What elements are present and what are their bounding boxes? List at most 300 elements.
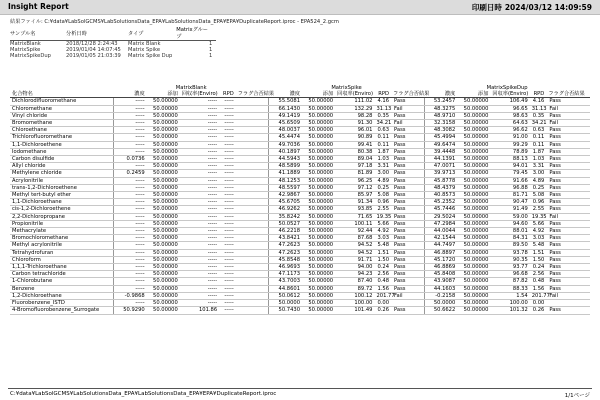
spike-flag: Fail	[391, 105, 424, 112]
spike-spike: 50.00000	[302, 220, 335, 227]
dup-rpd: 5.48	[530, 242, 547, 249]
spike-conc: 48.1253	[269, 177, 302, 184]
blank-conc: -----	[114, 278, 147, 285]
dup-spike: 50.00000	[457, 112, 490, 119]
dup-rpd: 1.56	[530, 285, 547, 292]
dup-conc: 44.1603	[424, 285, 457, 292]
spike-conc: 45.6705	[269, 199, 302, 206]
spike-rpd: 4.16	[374, 98, 391, 105]
spike-flag: Pass	[391, 213, 424, 220]
dup-flag: Pass	[546, 249, 590, 256]
dup-recovery: 59.00	[490, 213, 529, 220]
table-row	[10, 213, 590, 220]
spike-flag: Fail	[391, 120, 424, 127]
blank-flag	[236, 127, 269, 134]
dup-flag: Pass	[546, 112, 590, 119]
blank-spike: 50.00000	[147, 199, 180, 206]
result-file-path: 結果ファイル: C:¥data¥LabSolGCMS¥LabSolutionsData_EPA¥LabSolutionsData_EPA¥EPA¥DuplicateReport.iproc - EPA524_2.gcm	[10, 19, 339, 25]
sample-row	[10, 53, 216, 59]
blank-recovery: -----	[180, 199, 219, 206]
spike-rpd: 34.21	[376, 120, 392, 127]
spike-spike: 50.00000	[302, 134, 335, 141]
blank-spike: 50.00000	[147, 249, 180, 256]
blank-spike: 50.00000	[147, 156, 180, 163]
spike-rpd: 1.03	[374, 156, 391, 163]
blank-recovery: -----	[180, 120, 219, 127]
dup-flag: Pass	[546, 278, 590, 285]
spike-conc: 43.7003	[269, 278, 302, 285]
blank-recovery: -----	[180, 264, 219, 271]
dup-conc: 45.2352	[424, 199, 457, 206]
blank-conc: 0.2459	[114, 170, 147, 177]
spike-flag: Pass	[391, 271, 424, 278]
spike-flag: Fail	[391, 292, 424, 299]
spike-flag: Pass	[391, 199, 424, 206]
dup-flag: Pass	[546, 285, 590, 292]
dup-recovery: 90.47	[490, 199, 529, 206]
blank-flag	[236, 235, 269, 242]
spike-conc: 45.4474	[269, 134, 302, 141]
blank-rpd: -----	[219, 112, 236, 119]
dup-rpd: 0.11	[530, 134, 547, 141]
spike-conc: 49.1419	[269, 112, 302, 119]
blank-rpd: -----	[219, 278, 236, 285]
blank-spike: 50.00000	[147, 278, 180, 285]
dup-recovery: 106.49	[490, 98, 529, 105]
dup-spike: 50.00000	[457, 292, 490, 299]
dup-flag: Pass	[546, 220, 590, 227]
dup-recovery: 98.63	[490, 112, 529, 119]
compound-name: 1,1,1-Trichloroethane	[10, 264, 114, 271]
spike-conc: 44.8601	[269, 285, 302, 292]
spike-recovery: 91.30	[335, 120, 374, 127]
dup-rpd: 4.16	[530, 98, 547, 105]
table-row	[10, 98, 590, 105]
compound-name: Propionitrile	[10, 220, 114, 227]
spike-flag	[391, 300, 424, 307]
compound-name: Fluorobenzene_ISTD	[10, 300, 114, 307]
blank-flag	[236, 156, 269, 163]
blank-conc: -----	[114, 98, 147, 105]
spike-recovery: 85.97	[335, 192, 374, 199]
dup-flag: Pass	[546, 307, 590, 314]
spike-conc: 47.1173	[269, 271, 302, 278]
sample-group: 1	[208, 53, 213, 59]
table-row	[10, 235, 590, 242]
spike-rpd: 0.48	[374, 278, 391, 285]
compound-name: Methyl tert-butyl ether	[10, 192, 114, 199]
dup-flag: Pass	[546, 242, 590, 249]
dup-flag: Fail	[546, 213, 590, 220]
table-row	[10, 300, 590, 307]
spike-flag: Pass	[391, 192, 424, 199]
blank-rpd: -----	[219, 127, 236, 134]
report-title-bar	[0, 0, 600, 15]
blank-flag	[236, 199, 269, 206]
dup-conc: 45.1720	[424, 256, 457, 263]
spike-spike: 50.00000	[302, 120, 335, 127]
table-row	[10, 264, 590, 271]
spike-recovery: 97.12	[335, 184, 374, 191]
dup-rpd: 0.35	[530, 112, 547, 119]
dup-flag: Pass	[546, 184, 590, 191]
compound-name: Carbon tetrachloride	[10, 271, 114, 278]
blank-conc: -----	[114, 213, 147, 220]
dup-flag: Fail	[546, 120, 590, 127]
blank-spike: 50.00000	[147, 184, 180, 191]
dup-recovery: 84.31	[490, 235, 529, 242]
compound-name: Iodomethane	[10, 148, 114, 155]
spike-flag: Pass	[391, 242, 424, 249]
spike-conc: 47.2623	[269, 249, 302, 256]
sample-type: Matrix Spike Dup	[128, 53, 173, 59]
dup-flag-header: フラグ合否結果	[546, 91, 590, 98]
dup-spike: 50.00000	[457, 134, 490, 141]
spike-flag: Pass	[391, 163, 424, 170]
dup-recovery: 96.65	[490, 105, 529, 112]
dup-spike: 50.00000	[457, 184, 490, 191]
dup-flag: Pass	[546, 177, 590, 184]
spike-rpd: 1.56	[374, 285, 391, 292]
spike-conc: 50.0527	[269, 220, 302, 227]
blank-conc: -----	[114, 184, 147, 191]
spike-conc: 49.7036	[269, 141, 302, 148]
compound-header: 化合物名	[10, 91, 114, 98]
blank-recovery: 101.86	[180, 307, 219, 314]
blank-recovery: -----	[180, 98, 219, 105]
compound-name: Bromomethane	[10, 120, 114, 127]
spike-recovery: 96.25	[335, 177, 374, 184]
dup-spike: 50.00000	[457, 206, 490, 213]
dup-recovery: 89.50	[490, 242, 529, 249]
blank-rpd: -----	[219, 170, 236, 177]
compound-name: Chloromethane	[10, 105, 114, 112]
table-row	[10, 220, 590, 227]
dup-spike: 50.00000	[457, 235, 490, 242]
blank-conc: -----	[114, 242, 147, 249]
blank-rpd: -----	[219, 206, 236, 213]
dup-spike: 50.00000	[457, 228, 490, 235]
dup-rpd: 0.26	[530, 307, 547, 314]
blank-recovery: -----	[180, 206, 219, 213]
dup-conc: 50.6622	[424, 307, 457, 314]
compound-name: Chloroform	[10, 256, 114, 263]
dup-conc: 32.3158	[424, 120, 457, 127]
blank-flag	[236, 285, 269, 292]
blank-recovery: -----	[180, 278, 219, 285]
blank-conc-header: 濃度	[114, 91, 147, 98]
dup-rpd: 5.66	[530, 220, 547, 227]
sample-type: Matrix Spike	[128, 47, 161, 53]
blank-recovery: -----	[180, 105, 219, 112]
blank-conc: 0.0736	[114, 156, 147, 163]
dup-spike: 50.00000	[457, 285, 490, 292]
blank-spike: 50.00000	[147, 134, 180, 141]
sample-name: MatrixBlank	[10, 41, 41, 47]
dup-rpd: 3.03	[530, 235, 547, 242]
table-row	[10, 228, 590, 235]
dup-conc: 47.0071	[424, 163, 457, 170]
spike-flag: Pass	[391, 98, 424, 105]
dup-rpd: 1.50	[530, 256, 547, 263]
dup-conc: 44.0044	[424, 228, 457, 235]
spike-conc: 47.2623	[269, 242, 302, 249]
blank-flag	[236, 264, 269, 271]
dup-conc: 44.1391	[424, 156, 457, 163]
spike-recovery: 98.28	[335, 112, 374, 119]
spike-rpd: 4.92	[374, 228, 391, 235]
blank-flag	[236, 271, 269, 278]
blank-rpd: -----	[219, 134, 236, 141]
blank-flag	[236, 300, 269, 307]
blank-recovery: -----	[180, 242, 219, 249]
dup-spike-header: 添加	[457, 91, 490, 98]
table-row	[10, 278, 590, 285]
dup-spike: 50.00000	[457, 264, 490, 271]
spike-spike: 50.00000	[302, 170, 335, 177]
spike-rpd: 0.25	[374, 184, 391, 191]
dup-flag: Pass	[546, 199, 590, 206]
dup-conc: 45.8408	[424, 271, 457, 278]
table-row	[10, 120, 590, 127]
spike-recovery: 87.68	[335, 235, 374, 242]
dup-conc: 39.9713	[424, 170, 457, 177]
spike-spike: 50.00000	[302, 278, 335, 285]
dup-recovery: 87.82	[490, 278, 529, 285]
sample-name: MatrixSpike	[10, 47, 41, 53]
blank-recovery: -----	[180, 271, 219, 278]
blank-spike: 50.00000	[147, 177, 180, 184]
compound-name: 1,1-Dichloroethane	[10, 199, 114, 206]
blank-spike: 50.00000	[147, 271, 180, 278]
blank-spike: 50.00000	[147, 148, 180, 155]
spike-recovery: 96.01	[335, 127, 374, 134]
blank-recovery: -----	[180, 228, 219, 235]
blank-conc: -----	[114, 148, 147, 155]
spike-rpd: 0.11	[374, 141, 391, 148]
sample-header-datetime: 分析日時	[66, 26, 128, 41]
dup-rpd: 1.87	[530, 148, 547, 155]
dup-spike: 50.00000	[457, 192, 490, 199]
blank-recovery: -----	[180, 220, 219, 227]
sample-header-type: タイプ	[128, 26, 176, 41]
spike-spike: 50.00000	[302, 242, 335, 249]
group-header-matrixblank: MatrixBlank	[175, 85, 207, 91]
dup-rpd: 2.56	[530, 271, 547, 278]
spike-flag: Pass	[391, 206, 424, 213]
dup-flag: Pass	[546, 206, 590, 213]
table-row	[10, 105, 590, 112]
dup-conc: 29.5024	[424, 213, 457, 220]
blank-conc: -----	[114, 105, 147, 112]
spike-recovery: 132.29	[335, 105, 374, 112]
dup-conc: 48.3082	[424, 127, 457, 134]
spike-conc: 35.8242	[269, 213, 302, 220]
spike-spike: 50.00000	[302, 249, 335, 256]
spike-spike: 50.00000	[302, 192, 335, 199]
blank-rpd: -----	[219, 271, 236, 278]
blank-spike: 50.00000	[147, 220, 180, 227]
spike-flag: Pass	[391, 256, 424, 263]
dup-recovery: 64.63	[490, 120, 529, 127]
spike-flag: Pass	[391, 177, 424, 184]
blank-recovery: -----	[180, 249, 219, 256]
spike-flag: Pass	[391, 112, 424, 119]
dup-flag: Fail	[546, 105, 590, 112]
table-row	[10, 148, 590, 155]
blank-conc: -----	[114, 141, 147, 148]
spike-rpd-header: RPD	[374, 91, 391, 98]
spike-recovery: 94.52	[335, 249, 374, 256]
spike-recovery: 94.52	[335, 242, 374, 249]
blank-spike: 50.00000	[147, 141, 180, 148]
print-datetime-value: 2024/03/12 14:09:59	[504, 3, 592, 12]
dup-recovery: 91.49	[490, 206, 529, 213]
spike-rpd: 0.35	[374, 112, 391, 119]
table-row	[10, 256, 590, 263]
compound-name: Methylene chloride	[10, 170, 114, 177]
blank-flag	[236, 120, 269, 127]
dup-recovery: 93.78	[490, 249, 529, 256]
blank-conc: -----	[114, 163, 147, 170]
spike-flag: Pass	[391, 134, 424, 141]
spike-conc: 50.0612	[269, 292, 302, 299]
spike-flag: Pass	[391, 127, 424, 134]
spike-spike: 50.00000	[302, 177, 335, 184]
blank-spike: 50.00000	[147, 127, 180, 134]
blank-recovery: -----	[180, 127, 219, 134]
spike-recovery: 101.49	[335, 307, 374, 314]
blank-conc: -----	[114, 192, 147, 199]
spike-conc: 41.1889	[269, 170, 302, 177]
spike-spike: 50.00000	[302, 184, 335, 191]
dup-spike: 50.00000	[457, 127, 490, 134]
spike-flag: Pass	[391, 170, 424, 177]
dup-conc-header: 濃度	[424, 91, 457, 98]
blank-rpd: -----	[219, 184, 236, 191]
blank-rpd: -----	[219, 213, 236, 220]
blank-recovery-header: 回収率(Enviro)	[181, 91, 218, 98]
blank-conc: -----	[114, 285, 147, 292]
spike-spike: 50.00000	[302, 228, 335, 235]
blank-recovery: -----	[180, 141, 219, 148]
page-number: 1/1ページ	[564, 393, 590, 399]
dup-spike: 50.00000	[457, 242, 490, 249]
compound-name: Carbon disulfide	[10, 156, 114, 163]
blank-spike: 50.00000	[147, 192, 180, 199]
compound-name: Tetrahydrofuran	[10, 249, 114, 256]
group-header-matrixspikedup: MatrixSpikeDup	[486, 85, 528, 91]
spike-conc: 43.8421	[269, 235, 302, 242]
spike-flag: Pass	[391, 278, 424, 285]
dup-conc: 44.7497	[424, 242, 457, 249]
dup-conc: 39.4448	[424, 148, 457, 155]
blank-rpd: -----	[219, 292, 236, 299]
blank-flag	[236, 220, 269, 227]
spike-recovery: 111.02	[335, 98, 374, 105]
dup-flag: Pass	[546, 156, 590, 163]
dup-spike: 50.00000	[457, 220, 490, 227]
blank-flag	[236, 148, 269, 155]
blank-flag	[236, 249, 269, 256]
dup-conc: 40.8573	[424, 192, 457, 199]
blank-conc: 50.9290	[114, 307, 147, 314]
compound-name: Acrylonitrile	[10, 177, 114, 184]
spike-rpd: 5.08	[374, 192, 391, 199]
blank-flag	[236, 307, 269, 314]
dup-flag: Pass	[546, 141, 590, 148]
blank-spike: 50.00000	[147, 120, 180, 127]
blank-spike-header: 添加	[147, 91, 180, 98]
table-row	[10, 242, 590, 249]
blank-conc: -----	[114, 228, 147, 235]
dup-spike: 50.00000	[457, 278, 490, 285]
spike-spike: 50.00000	[302, 307, 335, 314]
blank-conc: -----	[114, 120, 147, 127]
blank-spike: 50.00000	[147, 307, 180, 314]
dup-rpd: 201.77	[531, 292, 550, 299]
dup-rpd: 4.89	[530, 177, 547, 184]
dup-rpd: 31.13	[531, 105, 547, 112]
dup-spike: 50.00000	[457, 141, 490, 148]
sample-datetime: 2019/01/04 14:07:45	[66, 47, 121, 53]
dup-conc: 45.7446	[424, 206, 457, 213]
dup-recovery: 88.33	[490, 285, 529, 292]
dup-flag: Pass	[546, 98, 590, 105]
spike-recovery-header: 回収率(Enviro)	[337, 91, 374, 98]
spike-flag: Pass	[391, 285, 424, 292]
blank-rpd: -----	[219, 300, 236, 307]
dup-rpd: 0.25	[530, 184, 547, 191]
blank-spike: 50.00000	[147, 228, 180, 235]
spike-spike: 50.00000	[302, 271, 335, 278]
blank-rpd: -----	[219, 192, 236, 199]
dup-spike: 50.00000	[457, 177, 490, 184]
spike-spike: 50.00000	[302, 148, 335, 155]
dup-rpd: 0.24	[530, 264, 547, 271]
spike-recovery: 89.04	[335, 156, 374, 163]
spike-spike: 50.00000	[302, 264, 335, 271]
blank-flag	[236, 206, 269, 213]
dup-rpd: 1.03	[530, 156, 547, 163]
blank-spike: 50.00000	[147, 163, 180, 170]
compound-name: 1,2-Dichloroethane	[10, 292, 114, 299]
dup-flag: Pass	[546, 127, 590, 134]
print-label: 印刷日時	[471, 3, 502, 12]
dup-conc: 50.0000	[424, 300, 457, 307]
blank-rpd: -----	[219, 141, 236, 148]
blank-recovery: -----	[180, 156, 219, 163]
compound-name: Methyl acrylonitrile	[10, 242, 114, 249]
dup-recovery: 91.00	[490, 134, 529, 141]
compound-name: Allyl chloride	[10, 163, 114, 170]
dup-recovery: 88.13	[490, 156, 529, 163]
dup-rpd: 0.63	[530, 127, 547, 134]
compound-name: cis-1,2-Dichloroethene	[10, 206, 114, 213]
spike-rpd: 0.63	[374, 127, 391, 134]
dup-rpd: 1.51	[530, 249, 547, 256]
dup-rpd: 19.35	[531, 213, 547, 220]
sample-type: Matrix Blank	[128, 41, 161, 47]
table-row	[10, 163, 590, 170]
blank-flag	[236, 213, 269, 220]
spike-recovery: 87.40	[335, 278, 374, 285]
table-row	[10, 271, 590, 278]
sample-name: MatrixSpikeDup	[10, 53, 51, 59]
spike-recovery: 71.65	[335, 213, 374, 220]
spike-conc: 50.7430	[269, 307, 302, 314]
dup-recovery: 78.89	[490, 148, 529, 155]
